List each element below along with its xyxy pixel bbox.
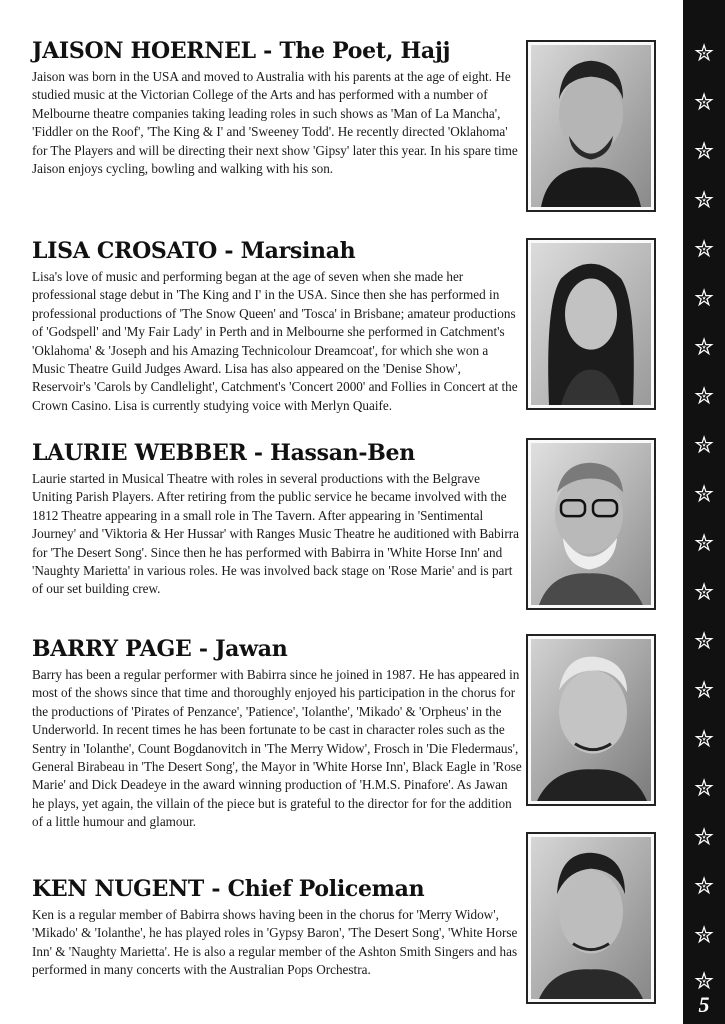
star-icon: ✮ [693,872,715,900]
bio-text: Laurie started in Musical Theatre with roles in several productions with the Belgrave Uniting Parish Players. After retiring from the public service he became involved with the 1812 Theatre appearing in a small role in The Tavern. After appearing in 'Sentimental Journey' and 'Viktoria & Her Hussar' with Ranges Music Theatre he auditioned with Babirra for 'The Desert Song'. Since then he has performed with Babirra in 'White Horse Inn' and 'Naughty Marietta' in various roles. He was involved back stage on 'Rose Marie' and is part of our set building crew. [32,471,519,597]
star-icon: ✮ [693,137,715,165]
star-icon: ✮ [693,39,715,67]
character-role: Marsinah [240,238,356,264]
star-icon: ✮ [693,431,715,459]
performer-name: LISA CROSATO [32,238,218,264]
heading-separator: - [255,38,280,64]
star-icon: ✮ [693,382,715,410]
star-icon: ✮ [693,578,715,606]
bio-heading [32,876,522,902]
star-icon: ✮ [693,676,715,704]
bio-text: Barry has been a regular performer with Babirra since he joined in 1987. He has appeared in most of the shows since that time and thoroughly enjoyed his participation in the chorus for the productions of 'Pirates of Penzance', 'Patience', 'Iolanthe', 'Mikado' & 'Orpheus' in the Underworld. In recent times he has been fortunate to be cast in character roles such as the Sentry in 'Iolanthe', Count Bogdanovitch in 'The Merry Widow', Frosch in 'Die Fledermaus', General Birabeau in 'The Desert Song', the Mayor in 'White Horse Inn', Black Eagle in 'Rose Marie' and Dick Deadeye in the award winning production of 'H.M.S. Pinafore'. As Jawan he plays, yet again, the villain of the piece but is grateful to the director for for the addition of a little humour and glamour. [32,667,522,830]
headshot-lisa-crosato [526,238,656,410]
performer-name: LAURIE WEBBER [32,440,247,466]
bio-heading [32,636,522,662]
bio-ken-nugent [32,876,522,980]
star-icon: ✮ [693,529,715,557]
bio-text: Ken is a regular member of Babirra shows having been in the chorus for 'Merry Widow', 'Mikado' & 'Iolanthe', he has played roles in 'Gypsy Baron', 'The Desert Song', 'White Horse Inn' & 'Naughty Marietta'. He is also a regular member of the Ashton Smith Singers and has performed in many concerts with the Australian Pops Orchestra. [32,907,518,978]
heading-separator: - [204,876,228,902]
star-icon: ✮ [693,823,715,851]
star-icon: ✮ [693,921,715,949]
bio-text: Jaison was born in the USA and moved to Australia with his parents at the age of eight. He studied music at the Victorian College of the Arts and has performed with a number of Melbourne theatre companies taking leading roles in such shows as 'Man of La Mancha', 'Fiddler on the Roof', 'The King & I' and 'Sweeney Todd'. He recently directed 'Oklahoma' for The Players and will be directing their next show 'Gipsy' later this year. In his spare time Jaison enjoys cycling, bowling and walking with his son. [32,69,518,177]
character-role: The Poet, Hajj [279,38,451,64]
bio-jaison-hoernel [32,38,522,178]
star-icon: ✮ [693,774,715,802]
character-role: Hassan-Ben [270,440,415,466]
bio-barry-page [32,636,522,832]
performer-name: KEN NUGENT [32,876,204,902]
star-icon: ✮ [693,627,715,655]
page-number: 5 [698,992,710,1017]
headshot-laurie-webber [526,438,656,610]
headshot-ken-nugent [526,832,656,1004]
star-icon: ✮ [693,480,715,508]
character-role: Jawan [215,636,288,662]
bio-heading [32,238,522,264]
star-border [683,0,725,1024]
star-icon: ✮ [693,284,715,312]
star-icon: ✮ [693,725,715,753]
heading-separator: - [246,440,271,466]
character-role: Chief Policeman [227,876,425,902]
bio-heading [32,38,522,64]
star-icon: ✮ [693,333,715,361]
star-icon: ✮ [693,186,715,214]
star-icon: ✮ [693,967,715,995]
headshot-jaison-hoernel [526,40,656,212]
performer-name: JAISON HOERNEL [32,38,256,64]
heading-separator: - [217,238,241,264]
performer-name: BARRY PAGE [32,636,192,662]
bio-laurie-webber [32,440,522,599]
headshot-barry-page [526,634,656,806]
bio-text: Lisa's love of music and performing began at the age of seven when she made her professional stage debut in 'The King and I' in the USA. Since then she has performed in professional productions of 'The Snow Queen' and 'Tosca' in Brisbane; amateur productions of 'Godspell' and 'My Fair Lady' in Perth and in Melbourne she performed in Catchment's 'Oklahoma' & 'Joseph and his Amazing Technicolour Dreamcoat', for which she won a Music Theatre Guild Judges Award. Lisa has also appeared on the 'Denise Show', Reservoir's 'Carols by Candlelight', Catchment's 'Concert 2000' and Follies in Concert at the Crown Casino. Lisa is currently studying voice with Merlyn Quaife. [32,269,518,413]
star-icon: ✮ [693,88,715,116]
bio-lisa-crosato [32,238,522,415]
heading-separator: - [191,636,216,662]
bio-heading [32,440,522,466]
star-icon: ✮ [693,235,715,263]
